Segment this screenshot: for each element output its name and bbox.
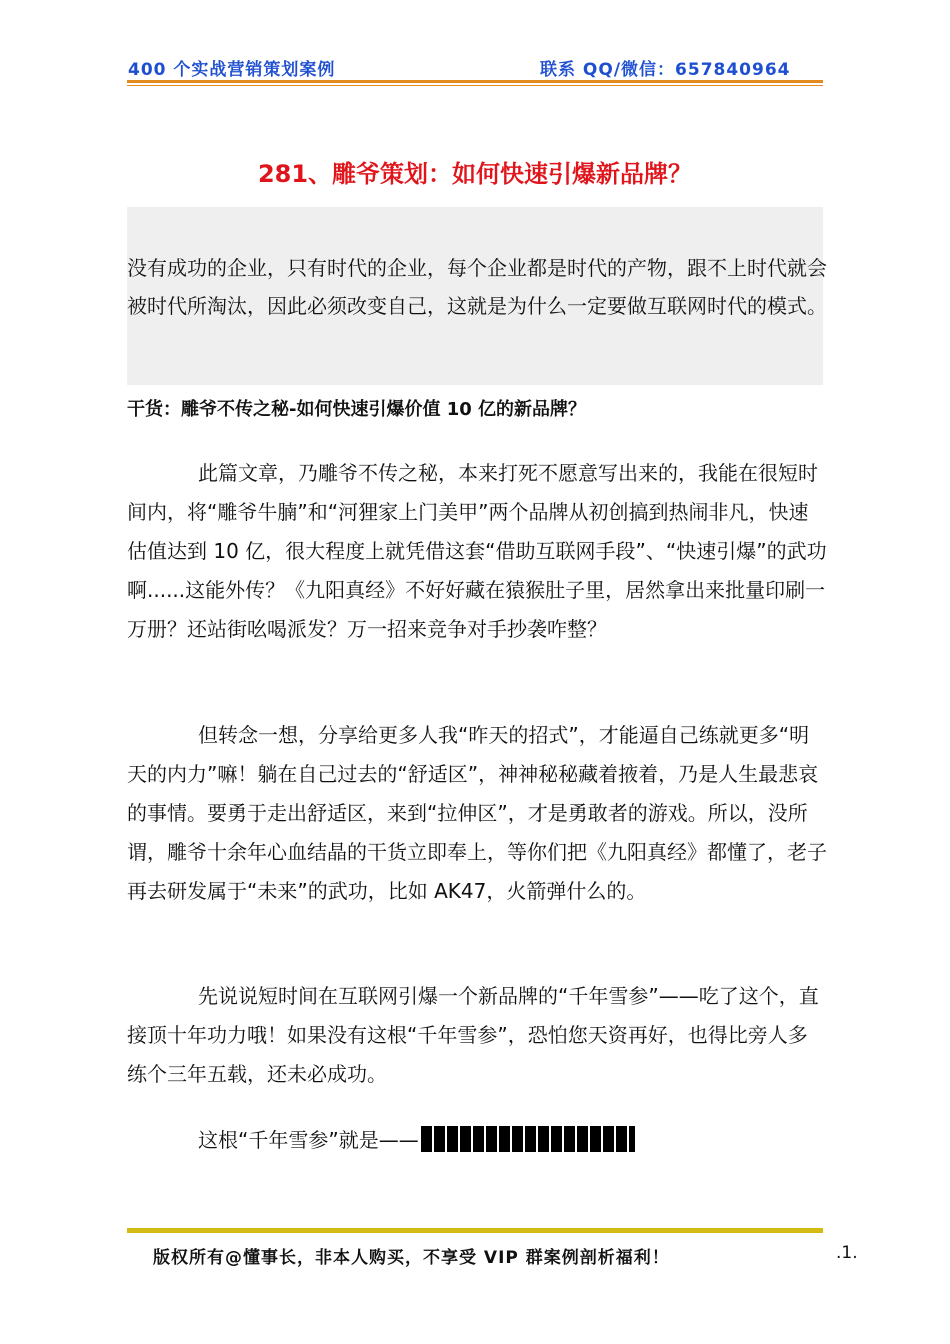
header-contact-text: 联系 QQ/微信：657840964 <box>540 60 791 80</box>
paragraph-2: 但转念一想，分享给更多人我“昨天的招式”，才能逼自己练就更多“明天的内力”嘛！躺在自己过去的“舒适区”，神神秘秘藏着掖着，乃是人生最悲哀的事情。要勇于走出舒适区，来到“拉伸区”，才是勇敢者的游戏。所以，没所谓，雕爷十余年心血结晶的干货立即奉上，等你们把《九阳真经》都懂了，老子再去研发属于“未来”的武功，比如 AK47，火箭弹什么的。 <box>127 723 827 903</box>
page-number: .1. <box>836 1243 858 1263</box>
paragraph-4-text: 这根“千年雪参”就是—— <box>198 1128 419 1152</box>
header-left-text: 400 个实战营销策划案例 <box>128 60 336 80</box>
footer-rule <box>127 1228 823 1233</box>
footer-copyright: 版权所有@懂事长，非本人购买，不享受 VIP 群案例剖析福利！ <box>153 1248 670 1268</box>
page-title: 281、雕爷策划：如何快速引爆新品牌？ <box>257 160 693 188</box>
paragraph-4 <box>127 1121 827 1160</box>
subheading: 干货：雕爷不传之秘-如何快速引爆价值 10 亿的新品牌？ <box>127 399 587 420</box>
redacted-block <box>421 1126 635 1152</box>
intro-text: 没有成功的企业，只有时代的企业，每个企业都是时代的产物，跟不上时代就会被时代所淘汰，因此必须改变自己，这就是为什么一定要做互联网时代的模式。 <box>127 256 827 318</box>
header-rule-thin <box>127 85 823 86</box>
header-rule <box>127 80 823 83</box>
paragraph-3: 先说说短时间在互联网引爆一个新品牌的“千年雪参”——吃了这个，直接顶十年功力哦！如果没有这根“千年雪参”，恐怕您天资再好，也得比旁人多练个三年五载，还未必成功。 <box>127 984 819 1086</box>
paragraph-1: 此篇文章，乃雕爷不传之秘，本来打死不愿意写出来的，我能在很短时间内，将“雕爷牛腩”和“河狸家上门美甲”两个品牌从初创搞到热闹非凡，快速估值达到 10 亿，很大程度上就凭借这套“借助互联网手段”、“快速引爆”的武功啊......这能外传？《九阳真经》不好好藏在猿猴肚子里，居然拿出来批量印刷一万册？还站街吆喝派发？万一招来竞争对手抄袭咋整？ <box>127 461 827 641</box>
